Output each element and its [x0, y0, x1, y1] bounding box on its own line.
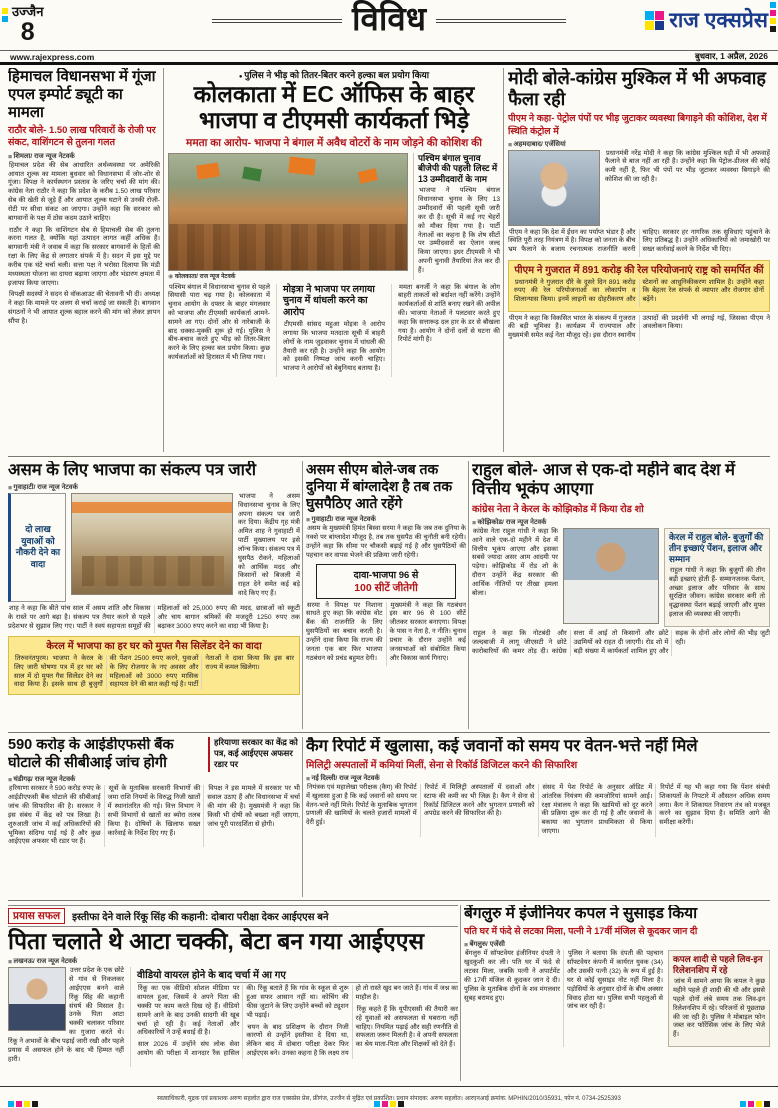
article-rahul-financial-earthquake	[472, 461, 770, 729]
story-label: प्रयास सफल	[8, 908, 65, 924]
column-divider	[460, 905, 461, 1081]
byline: ◼ लखनऊ/ राज न्यूज नेटवर्क	[8, 956, 458, 965]
claim-line: 100 सीटें जीतेगी	[354, 581, 418, 594]
sidebar-headline: केरल में राहुल बोले- बुजुर्गों की तीन इच्छाएं पेंशन, इलाज और सम्मान	[669, 531, 764, 564]
article-himachal-apple-import-duty	[8, 68, 160, 452]
sub-story-headline: मोइत्रा ने भाजपा पर लगाया चुनाव में धांधली करने का आरोप	[283, 283, 375, 319]
sidebar-elderly-wishes	[664, 528, 770, 627]
headline: असम के लिए भाजपा का संकल्प पत्र जारी	[8, 461, 256, 479]
body-text: भाजपा ने असम विधानसभा चुनाव के लिए अपना संकल्प पत्र जारी कर दिया। केंद्रीय गृह मंत्री अमित शाह ने गुवाहाटी में पार्टी मुख्यालय पर इसे लॉन्च किया। संकल्प पत्र में घुसपैठ रोकने, महिलाओं को आर्थिक मदद और किसानों को बिजली में राहत देने समेत कई बड़े वादे किए गए हैं।	[238, 492, 300, 598]
sidebar-bjp-first-list	[413, 153, 500, 280]
modi-portrait-photo	[508, 150, 600, 226]
column-divider	[302, 737, 303, 897]
row-divider	[8, 900, 770, 901]
headline: हिमाचल विधानसभा में गूंजा एपल इम्पोर्ट ड्यूटी का मामला	[8, 68, 156, 121]
crowd-texture	[169, 224, 407, 270]
byline: ◼ नई दिल्ली/ राज न्यूज नेटवर्क	[306, 773, 770, 782]
kicker-box: हरियाणा सरकार का केंद्र को पत्र, कई आईएएस अफसर रडार पर	[208, 737, 300, 772]
section-masthead	[212, 4, 566, 37]
body-text: प्रधानमंत्री नरेंद्र मोदी ने कहा कि कांग्रेस मुश्किल घड़ी में भी अफवाहें फैलाने से बाज नहीं आ रही है। उन्होंने कहा कि पेट्रोल-डीजल की कोई कमी नहीं है, फिर भी पंपों पर भीड़ जुटाकर व्यवस्था बिगाड़ने की कोशिश की जा रही है।	[605, 149, 770, 184]
body-column	[391, 284, 500, 378]
body-text: राठौर ने कहा कि वाशिंगटन सेब से हिमाचली सेब की तुलना करना गलत है, क्योंकि यहां उत्पादन लागत कहीं अधिक है। बागवानी मंत्री ने जवाब में कहा कि सरकार बागवानों के हितों की रक्षा के लिए केंद्र से लगातार संपर्क में है। सदन में इस मुद्दे पर करीब एक घंटे चर्चा चली। सत्ता पक्ष ने भरोसा दिलाया कि मंडी मध्यस्थता योजना का दायरा बढ़ाया जाएगा और भंडारण क्षमता में इजाफा किया जाएगा।	[8, 226, 160, 287]
subheadline: राठौर बोले- 1.50 लाख परिवारों के रोजी पर संकट, वाशिंगटन से तुलना गलत	[8, 125, 156, 148]
highlight-box-kerala-cylinder	[8, 636, 300, 695]
row-divider	[8, 456, 770, 457]
column-divider	[163, 68, 164, 452]
byline: ◼ कोझिकोड/ राज न्यूज नेटवर्क	[472, 517, 770, 526]
byline: ◼ गुवाहाटी/ राज न्यूज नेटवर्क	[306, 514, 466, 523]
subheadline: ममता का आरोप- भाजपा ने बंगाल में अवैध वोटरों के नाम जोड़ने की कोशिश की	[186, 136, 482, 149]
party-flag-shape	[358, 168, 378, 184]
body-text: भाजपा ने पश्चिम बंगाल विधानसभा चुनाव के लिए 13 उम्मीदवारों की पहली सूची जारी कर दी है। सूची में कई नए चेहरों को मौका दिया गया है। पार्टी नेताओं का कहना है कि शेष सीटों पर उम्मीदवारों का ऐलान जल्द किया जाएगा। इधर टीएमसी ने भी अपनी चुनावी तैयारियां तेज कर दी हैं।	[418, 187, 500, 274]
promise-box-two-lakh-jobs: दो लाख युवाओं को नौकरी देने का वादा	[8, 493, 66, 602]
masthead-ornament-left	[212, 19, 342, 23]
body-text: रिंकू कहते हैं कि यूपीएससी की तैयारी कर रहे युवाओं को असफलता से घबराना नहीं चाहिए। नियमित पढ़ाई और सही रणनीति से सफलता जरूर मिलती है। वे अपनी सफलता का श्रेय माता-पिता और शिक्षकों को देते हैं।	[355, 1005, 458, 1049]
sidebar-headline: कपल शादी से पहले लिव-इन रिलेशनशिप में रहे	[673, 954, 763, 976]
imprint-line: स्वत्वाधिकारी, मुद्रक एवं प्रकाशक अरुण सहलोत द्वारा राज एक्सप्रेस प्रेस, फ्रीगंज, उज्जैन से मुद्रित एवं प्रकाशित। प्रधान संपादक: अरुण सहलोत। आरएनआई क्रमांक: MPHIN/2010/35931, फोन नं. 0734-2525393	[157, 1095, 621, 1102]
headline: राहुल बोले- आज से एक-दो महीने बाद देश में वित्तीय भूकंप आएगा	[472, 461, 735, 499]
headline: बेंगलुरु में इंजीनियर कपल ने सुसाइड किया	[464, 905, 698, 922]
rahul-gandhi-photo	[563, 528, 659, 624]
body-text: रिपोर्ट में मिलिट्री अस्पतालों में दवाओं और स्टाफ की कमी का भी जिक्र है। कैग ने सेना से रिकॉर्ड डिजिटल करने और भुगतान प्रणाली को अपग्रेड करने की सिफारिश की है।	[423, 783, 535, 818]
masthead-ornament-right	[436, 19, 566, 23]
body-text: रिंकू का एक वीडियो सोशल मीडिया पर वायरल हुआ, जिसमें वे अपने पिता की चक्की पर काम करते दिख रहे हैं। वीडियो सामने आने के बाद उनकी सादगी की खूब चर्चा हो रही है। कई नेताओं और अधिकारियों ने उन्हें बधाई दी है।	[137, 985, 240, 1037]
brand-name: राज एक्सप्रेस	[669, 9, 768, 32]
body-text: हिमाचल प्रदेश की सेब आधारित अर्थव्यवस्था पर अमेरिकी आयात शुल्क का मामला बुधवार को विधानसभा में जोर-शोर से गूंजा। विपक्ष ने कार्यस्थगन प्रस्ताव के जरिए चर्चा की मांग की। कांग्रेस नेता राठौर ने कहा कि प्रदेश के करीब 1.50 लाख परिवार सेब की खेती से जुड़े हैं और आयात शुल्क घटाने से उनकी रोजी-रोटी पर सीधा संकट आ जाएगा। उन्होंने कहा कि सरकार को बागवानों के पक्ष में ठोस कदम उठाने चाहिए।	[8, 161, 160, 222]
column-divider	[468, 461, 469, 729]
kicker: ● पुलिस ने भीड़ को तितर-बितर करने हल्का बल प्रयोग किया	[168, 68, 500, 81]
brand-logo	[645, 6, 768, 34]
body-text: विपक्ष ने इस मामले में सरकार पर भी सवाल उठाए हैं और विधानसभा में चर्चा की मांग की है। मुख्यमंत्री ने कहा कि किसी भी दोषी को बख्शा नहीं जाएगा, जांच पूरी पारदर्शिता से होगी।	[207, 785, 300, 828]
body-columns-block	[130, 967, 458, 1067]
party-flag-shape	[196, 162, 220, 179]
body-text: सूत्रों के मुताबिक सरकारी विभागों की जमा राशि नियमों के विरुद्ध निजी खातों में स्थानांतरित की गई। वित्त विभाग ने सभी विभागों से खातों का ब्योरा तलब किया है। दोषियों के खिलाफ सख्त कार्रवाई के निर्देश दिए गए हैं।	[107, 785, 201, 837]
body-text: चयन के बाद प्रशिक्षण के दौरान निजी कारणों से उन्होंने इस्तीफा दे दिया था, लेकिन बाद में दोबारा परीक्षा देकर फिर आईएएस बने। उनका कहना है कि लक्ष्य तय हो तो रास्ते खुद बन जाते हैं। गांव में जश्न का माहौल है।	[246, 985, 458, 1058]
byline: ◼ चंडीगढ़/ राज न्यूज नेटवर्क	[8, 774, 300, 783]
issue-date: बुधवार, 1 अप्रैल, 2026	[694, 51, 768, 61]
body-text: पीएम ने कहा कि देश में ईंधन का पर्याप्त भंडार है और स्थिति पूरी तरह नियंत्रण में है। विपक्ष को जनता के बीच भ्रम फैलाने के बजाय रचनात्मक राजनीति करनी चाहिए। सरकार हर नागरिक तक सुविधाएं पहुंचाने के लिए प्रतिबद्ध है। उन्होंने अधिकारियों को जमाखोरी पर सख्त कार्रवाई करने के निर्देश भी दिए।	[508, 228, 770, 254]
body-text: संसद में पेश रिपोर्ट के अनुसार ऑडिट में आंतरिक नियंत्रण की कमजोरियां सामने आईं। रक्षा मंत्रालय ने कहा कि खामियों को दूर करने की प्रक्रिया शुरू कर दी गई है और जवानों के बकाया का भुगतान प्राथमिकता से किया जाएगा।	[541, 783, 653, 836]
byline: ◼ गुवाहाटी/ राज न्यूज नेटवर्क	[8, 482, 300, 491]
body-column	[238, 493, 300, 602]
party-flag-shape	[242, 166, 262, 181]
body-text: नियंत्रक एवं महालेखा परीक्षक (कैग) की रिपोर्ट में खुलासा हुआ है कि कई जवानों को समय पर वेतन-भत्ते नहीं मिले। रिपोर्ट के मुताबिक भुगतान प्रणाली की खामियों के चलते हजारों मामलों में देरी हुई।	[306, 783, 417, 827]
byline: ◼ अहमदाबाद/ एजेंसियां	[508, 139, 770, 148]
subheadline: पीएम ने कहा- पेट्रोल पंपों पर भीड़ जुटाकर व्यवस्था बिगाड़ने की कोशिश, देश में स्थिति कंट्रोल में	[508, 113, 767, 136]
highlight-headline: केरल में भाजपा का हर घर को मुफ्त गैस सिलेंडर देने का वादा	[46, 640, 262, 652]
body-text: टीएमसी सांसद महुआ मोइत्रा ने आरोप लगाया कि भाजपा मतदाता सूची में बाहरी लोगों के नाम जुड़वाकर चुनाव में धांधली की तैयारी कर रही है। उन्होंने कहा कि आयोग को इसकी निष्पक्ष जांच करनी चाहिए। भाजपा ने आरोपों को बेबुनियाद बताया है।	[283, 321, 385, 373]
body-text: राहुल गांधी ने कहा कि बुजुर्गों की तीन बड़ी इच्छाएं होती हैं- सम्मानजनक पेंशन, अच्छा इलाज और परिवार के साथ सुरक्षित जीवन। कांग्रेस सरकार बनी तो वृद्धावस्था पेंशन बढ़ाई जाएगी और मुफ्त इलाज की व्यवस्था की जाएगी।	[669, 566, 765, 619]
body-text: शाह ने कहा कि बीते पांच साल में असम शांति और विकास के रास्ते पर आगे बढ़ा है। संकल्प पत्र तैयार करने से पहले प्रदेशभर से सुझाव लिए गए। पार्टी ने स्वयं सहायता समूहों की महिलाओं को 25,000 रुपए की मदद, छात्राओं को स्कूटी और चाय बागान श्रमिकों की मजदूरी 1250 रुपए तक बढ़ाकर 3000 रुपए करने का वादा भी किया है।	[8, 604, 300, 630]
claim-box-seats	[316, 564, 456, 599]
article-kolkata-ec-office-clash	[168, 68, 500, 452]
highlight-box-rail-projects	[508, 260, 770, 312]
sidebar-headline: पश्चिम बंगाल चुनाव बीजेपी की पहली लिस्ट में 13 उम्मीदवारों के नाम	[418, 152, 498, 185]
highlight-headline: पीएम ने गुजरात में 891 करोड़ की रेल परियोजनाएं राष्ट्र को समर्पित कीं	[514, 264, 764, 276]
body-text: जांच में सामने आया कि कपल ने कुछ महीने पहले ही शादी की थी और इससे पहले दोनों लंबे समय तक लिव-इन रिलेशनशिप में रहे। परिजनों से पूछताछ की जा रही है। पुलिस ने मोबाइल फोन जब्त कर फॉरेंसिक जांच के लिए भेजे हैं।	[673, 978, 765, 1039]
section-title: विविध	[351, 2, 427, 38]
body-text: विपक्षी सदस्यों ने सदन से वॉकआउट की चेतावनी भी दी। अध्यक्ष ने कहा कि मामले पर अलग से चर्चा कराई जा सकती है। बागवान संगठनों ने भी आयात शुल्क बहाल करने की मांग को लेकर ज्ञापन सौंपा है।	[8, 291, 160, 325]
body-column	[168, 284, 270, 378]
headline: 590 करोड़ के आईडीएफसी बैंक घोटाले की सीबीआई जांच होगी	[8, 737, 174, 771]
article-cag-report-soldier-salaries	[306, 737, 770, 897]
subheadline: मिलिट्री अस्पतालों में कमियां मिलीं, सेना से रिकॉर्ड डिजिटल करने की सिफारिश	[306, 759, 578, 771]
kicker: इस्तीफा देने वाले रिंकू सिंह की कहानी: दोबारा परीक्षा देकर आईएएस बने	[72, 912, 329, 923]
article-ias-flour-mill-son	[8, 905, 458, 1081]
body-column	[472, 528, 558, 627]
photo-caption: ◉ कोलकाता/ राज न्यूज नेटवर्क	[168, 271, 408, 280]
body-text: कांग्रेस नेता राहुल गांधी ने कहा कि आने वाले एक-दो महीने में देश में वित्तीय भूकंप आएगा और इसका सबसे ज्यादा असर आम आदमी पर पड़ेगा। कोझिकोड में रोड शो के दौरान उन्होंने केंद्र सरकार की आर्थिक नीतियों पर तीखा हमला बोला।	[472, 527, 558, 597]
protest-crowd-photo	[168, 153, 408, 271]
headline: कैग रिपोर्ट में खुलासा, कई जवानों को समय पर वेतन-भत्ते नहीं मिले	[306, 737, 698, 755]
headline: मोदी बोले-कांग्रेस मुश्किल में भी अफवाह फैला रही	[508, 68, 766, 110]
page-number: 8	[20, 18, 35, 46]
article-assam-bjp-manifesto	[8, 461, 300, 729]
sub-story-headline: वीडियो वायरल होने के बाद चर्चा में आ गए	[137, 967, 458, 983]
imprint-footer	[0, 1086, 778, 1108]
body-columns-block	[464, 950, 663, 1047]
body-text: हरियाणा सरकार ने 590 करोड़ रुपए के आईडीएफसी बैंक घोटाले की सीबीआई जांच की सिफारिश की है। सरकार ने इस संबंध में केंद्र को पत्र लिखा है। शुरुआती जांच में कई अधिकारियों की भूमिका संदिग्ध पाई गई है और कुछ आईएएस अफसर भी रडार पर हैं।	[8, 785, 101, 846]
body-column	[8, 967, 124, 1067]
body-text: साल 2026 में उन्होंने संघ लोक सेवा आयोग की परीक्षा में शानदार रैंक हासिल की। रिंकू बताते हैं कि गांव के स्कूल से शुरू हुआ सफर आसान नहीं था। कोचिंग की फीस जुटाने के लिए उन्होंने बच्चों को ट्यूशन भी पढ़ाई।	[137, 985, 349, 1058]
body-text: असम के मुख्यमंत्री हिमंत बिस्वा सरमा ने कहा कि जब तक दुनिया के नक्शे पर बांग्लादेश मौजूद है, तब तक घुसपैठ की चुनौती बनी रहेगी। उन्होंने कहा कि सीमा पर चौकसी बढ़ाई गई है और घुसपैठियों की पहचान कर वापस भेजने की प्रक्रिया जारी रहेगी।	[306, 525, 466, 559]
body-text: मुख्यमंत्री ने कहा कि गठबंधन इस बार 96 से 100 सीटें जीतकर सरकार बनाएगा। विपक्ष के पास न नेता है, न नीति। चुनाव प्रचार के दौरान उन्होंने कई जनसभाओं को संबोधित किया और विकास कार्य गिनाए।	[389, 601, 466, 662]
brand-logo-icon	[645, 11, 664, 30]
body-text: पश्चिम बंगाल में विधानसभा चुनाव से पहले सियासी पारा चढ़ गया है। कोलकाता में चुनाव आयोग के दफ्तर के बाहर मंगलवार को भाजपा और टीएमसी कार्यकर्ता आमने-सामने आ गए। दोनों ओर से नारेबाजी के बाद धक्का-मुक्की शुरू हो गई। पुलिस ने बीच-बचाव करते हुए भीड़ को तितर-बितर करने के लिए हल्का बल प्रयोग किया। कुछ कार्यकर्ताओं को हिरासत में भी लिया गया।	[168, 283, 270, 362]
website-url: www.rajexpress.com	[10, 51, 95, 62]
byline: ◼ शिमला/ राज न्यूज नेटवर्क	[8, 151, 160, 160]
column-divider	[503, 68, 504, 452]
headline: असम सीएम बोले-जब तक दुनिया में बांग्लादेश है तब तक घुसपैठिए आते रहेंगे	[306, 461, 453, 512]
subheadline: पति घर में फंदे से लटका मिला, पत्नी ने 17वीं मंजिल से कूदकर जान दी	[464, 926, 698, 937]
headline: पिता चलाते थे आटा चक्की, बेटा बन गया आईएएस	[8, 928, 424, 954]
body-text: प्रधानमंत्री ने गुजरात दौरे के दूसरे दिन 891 करोड़ रुपए की रेल परियोजनाओं का लोकार्पण व शिलान्यास किया। इनमें लाइनों का दोहरीकरण और स्टेशनों का आधुनिकीकरण शामिल है। उन्होंने कहा कि बेहतर रेल संपर्क से व्यापार और रोजगार दोनों बढ़ेंगे।	[514, 278, 764, 304]
column-divider	[302, 461, 303, 729]
article-idfc-bank-scam-cbi	[8, 737, 300, 897]
article-modi-congress-rumours	[508, 68, 770, 452]
body-text: तिरुवनंतपुरम। भाजपा ने केरल के लिए जारी घोषणा पत्र में हर घर को साल में दो मुफ्त गैस सिलेंडर देने का वादा किया है। इसके साथ ही बुजुर्गों की पेंशन 2500 रुपए करने, युवाओं के लिए रोजगार के नए अवसर और महिलाओं को 3000 रुपए मासिक सहायता देने की बात कही गई है। पार्टी नेताओं ने दावा किया कि इस बार राज्य में कमल खिलेगा।	[14, 654, 294, 689]
body-text: सरमा ने विपक्ष पर निशाना साधते हुए कहा कि कांग्रेस वोट बैंक की राजनीति के लिए घुसपैठियों का बचाव करती है। उन्होंने दावा किया कि राज्य की जनता एक बार फिर भाजपा गठबंधन को प्रचंड बहुमत देगी।	[306, 601, 383, 662]
stage-banner-shape	[72, 502, 232, 513]
body-text: उत्तर प्रदेश के एक छोटे से गांव से निकलकर आईएएस बनने वाले रिंकू सिंह की कहानी संघर्ष की मिसाल है। उनके पिता आटा चक्की चलाकर परिवार का गुजारा करते थे। रिंकू ने अभावों के बीच पढ़ाई जारी रखी और पहले प्रयास में असफल होने के बाद भी हिम्मत नहीं हारी।	[8, 967, 124, 1063]
claim-line: दावा-भाजपा 96 से	[353, 569, 419, 581]
row-divider	[8, 732, 770, 733]
body-text: पीएम ने कहा कि विकसित भारत के संकल्प में गुजरात की बड़ी भूमिका है। कार्यक्रम में राज्यपाल और मुख्यमंत्री समेत कई नेता मौजूद रहे। इस दौरान स्थानीय उत्पादों की प्रदर्शनी भी लगाई गई, जिसका पीएम ने अवलोकन किया।	[508, 314, 770, 340]
article-bengaluru-engineer-couple	[464, 905, 770, 1081]
stage-people-texture	[82, 556, 224, 586]
dateline-bar	[0, 50, 778, 65]
edition-city-block	[12, 2, 43, 45]
sidebar-live-in	[668, 950, 770, 1047]
party-flag-shape	[288, 156, 316, 175]
manifesto-launch-photo	[71, 493, 233, 595]
body-text: ममता बनर्जी ने कहा कि बंगाल के लोग बाहरी ताकतों को बर्दाश्त नहीं करेंगे। उन्होंने कार्यकर्ताओं से शांति बनाए रखने की अपील की। भाजपा नेताओं ने पलटवार करते हुए कहा कि सत्तारूढ़ दल हार के डर से बौखला गया है। आयोग ने दोनों दलों से घटना की रिपोर्ट मांगी है।	[398, 283, 500, 344]
article-assam-cm-infiltrators	[306, 461, 466, 729]
photo-block	[168, 153, 408, 280]
edition-city: उज्जैन	[12, 4, 44, 19]
rinku-singh-portrait-photo	[8, 967, 66, 1031]
body-text: बेंगलुरु में सॉफ्टवेयर इंजीनियर दंपती ने खुदकुशी कर ली। पति घर में फंदे से लटका मिला, जबकि पत्नी ने अपार्टमेंट की 17वीं मंजिल से कूदकर जान दे दी। पुलिस के मुताबिक दोनों के शव मंगलवार सुबह बरामद हुए।	[464, 950, 560, 1002]
subheadline: कांग्रेस नेता ने केरल के कोझिकोड में किया रोड शो	[472, 503, 644, 515]
headline: कोलकाता में EC ऑफिस के बाहर भाजपा व टीएमसी कार्यकर्ता भिड़े	[193, 81, 475, 133]
body-text: पुलिस ने बताया कि दंपती की पहचान सॉफ्टवेयर कंपनी में कार्यरत युवक (34) और उसकी पत्नी (32) के रूप में हुई है। घर से कोई सुसाइड नोट नहीं मिला है। पड़ोसियों के अनुसार दोनों के बीच अक्सर विवाद होता था। पुलिस सभी पहलुओं से जांच कर रही है।	[567, 950, 663, 1011]
body-text: राहुल ने कहा कि नोटबंदी और जल्दबाजी में लागू जीएसटी ने छोटे कारोबारियों की कमर तोड़ दी। कांग्रेस सत्ता में आई तो किसानों और छोटे उद्यमियों को राहत दी जाएगी। रोड शो में बड़ी संख्या में कार्यकर्ता शामिल हुए और सड़क के दोनों ओर लोगों की भीड़ जुटी रही।	[472, 629, 770, 655]
body-text: रिपोर्ट में यह भी कहा गया कि पेंशन संबंधी शिकायतों के निपटारे में औसतन अधिक समय लगा। कैग ने शिकायत निवारण तंत्र को मजबूत करने का सुझाव दिया है। समिति आगे की समीक्षा करेगी।	[659, 783, 770, 827]
page-header	[0, 0, 778, 50]
sub-story-moitra	[276, 284, 385, 378]
byline: ◼ बेंगलुरु/ एजेंसी	[464, 939, 770, 948]
